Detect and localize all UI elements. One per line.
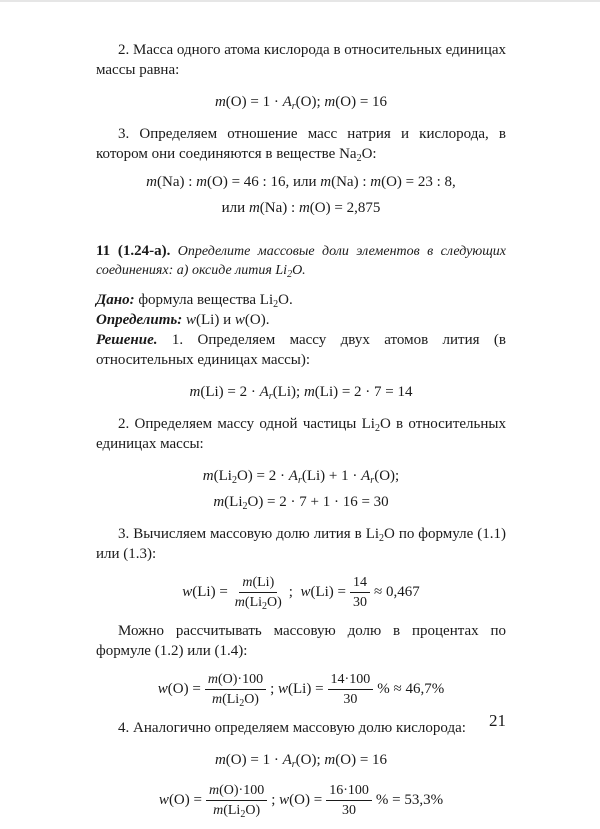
solution-step-2: 2. Определяем массу одной частицы $Li_2O$ в относительных единицах массы: [96,416,506,452]
formula-mass-ratio: m(Na) : m(O) = 46 : 16, или m(Na) : m(O) = 23 : 8, [146,174,456,190]
formula-mass-ratio-decimal: или m(Na) : m(O) = 2,875 [221,200,381,216]
paragraph-step-3: 3. Определяем отношение масс натрия и кислорода, в котором они соединяются в веществе $Na_2O$: [96,126,506,164]
solution-step-1: Решение. 1. Определяем массу двух атомов лития (в относительных единицах массы): [96,332,506,368]
formula-percent-oxygen: w(O) = $\frac{m(O)\cdot 100}{m(Li_2O)}$ ; w(O) = $\frac{16\cdot 100}{30}$ % = 53,3% [158,783,444,820]
paragraph-step-2: 2. Масса одного атома кислорода в относительных единицах массы равна: [96,42,506,78]
solution-label: Решение. [96,332,158,348]
top-rule [0,0,600,2]
task-number: 11 (1.24-а). [96,243,171,259]
formula-mass-oxygen-2: $m(O) = 1 \cdot A_r(O)$; m(O) = 16 [214,752,388,770]
find-line: Определить: w(Li) и w(O). [96,312,270,328]
formula-fraction-lithium: w(Li) = $\frac{m(Li)}{m(Li_2O)}$ ; w(Li) = $\frac{14}{30}$ ≈ 0,467 [182,575,420,612]
formula-mass-li2o: $m(Li_2O) = 2 \cdot A_r(Li) + 1 \cdot A_r(O)$; [202,468,400,486]
formula-mass-li2o-value: $m(Li_2O) = 2 \cdot 7 + 1 \cdot 16 = 30$ [213,494,389,512]
page-number: 21 [489,711,506,730]
given-line: Дано: формула вещества $Li_2O$. [96,292,293,310]
solution-step-4: 4. Аналогично определяем массовую долю кислорода: [118,720,466,736]
formula-mass-lithium: $m(Li) = 2 \cdot A_r(Li)$; m(Li) = 2 · 7 = 14 [189,384,413,402]
formula-percent-lithium: w(O) = $\frac{m(O)\cdot 100}{m(Li_2O)}$ ; w(Li) = $\frac{14\cdot 100}{30}$ % ≈ 46,7% [157,672,445,709]
task-heading: 11 (1.24-а). Определите массовые доли элементов в следующих соединениях: а) оксиде лития $Li_2O$. [96,243,506,280]
formula-mass-oxygen: $m(O) = 1 \cdot A_r(O)$; m(O) = 16 [214,94,388,112]
paragraph-percent: Можно рассчитывать массовую долю в процентах по формуле (1.2) или (1.4): [96,623,506,659]
solution-step-3: 3. Вычисляем массовую долю лития в $Li_2O$ по формуле (1.1) или (1.3): [96,526,506,562]
page-body [96,40,506,829]
given-label: Дано: [96,292,135,308]
find-label: Определить: [96,312,183,328]
